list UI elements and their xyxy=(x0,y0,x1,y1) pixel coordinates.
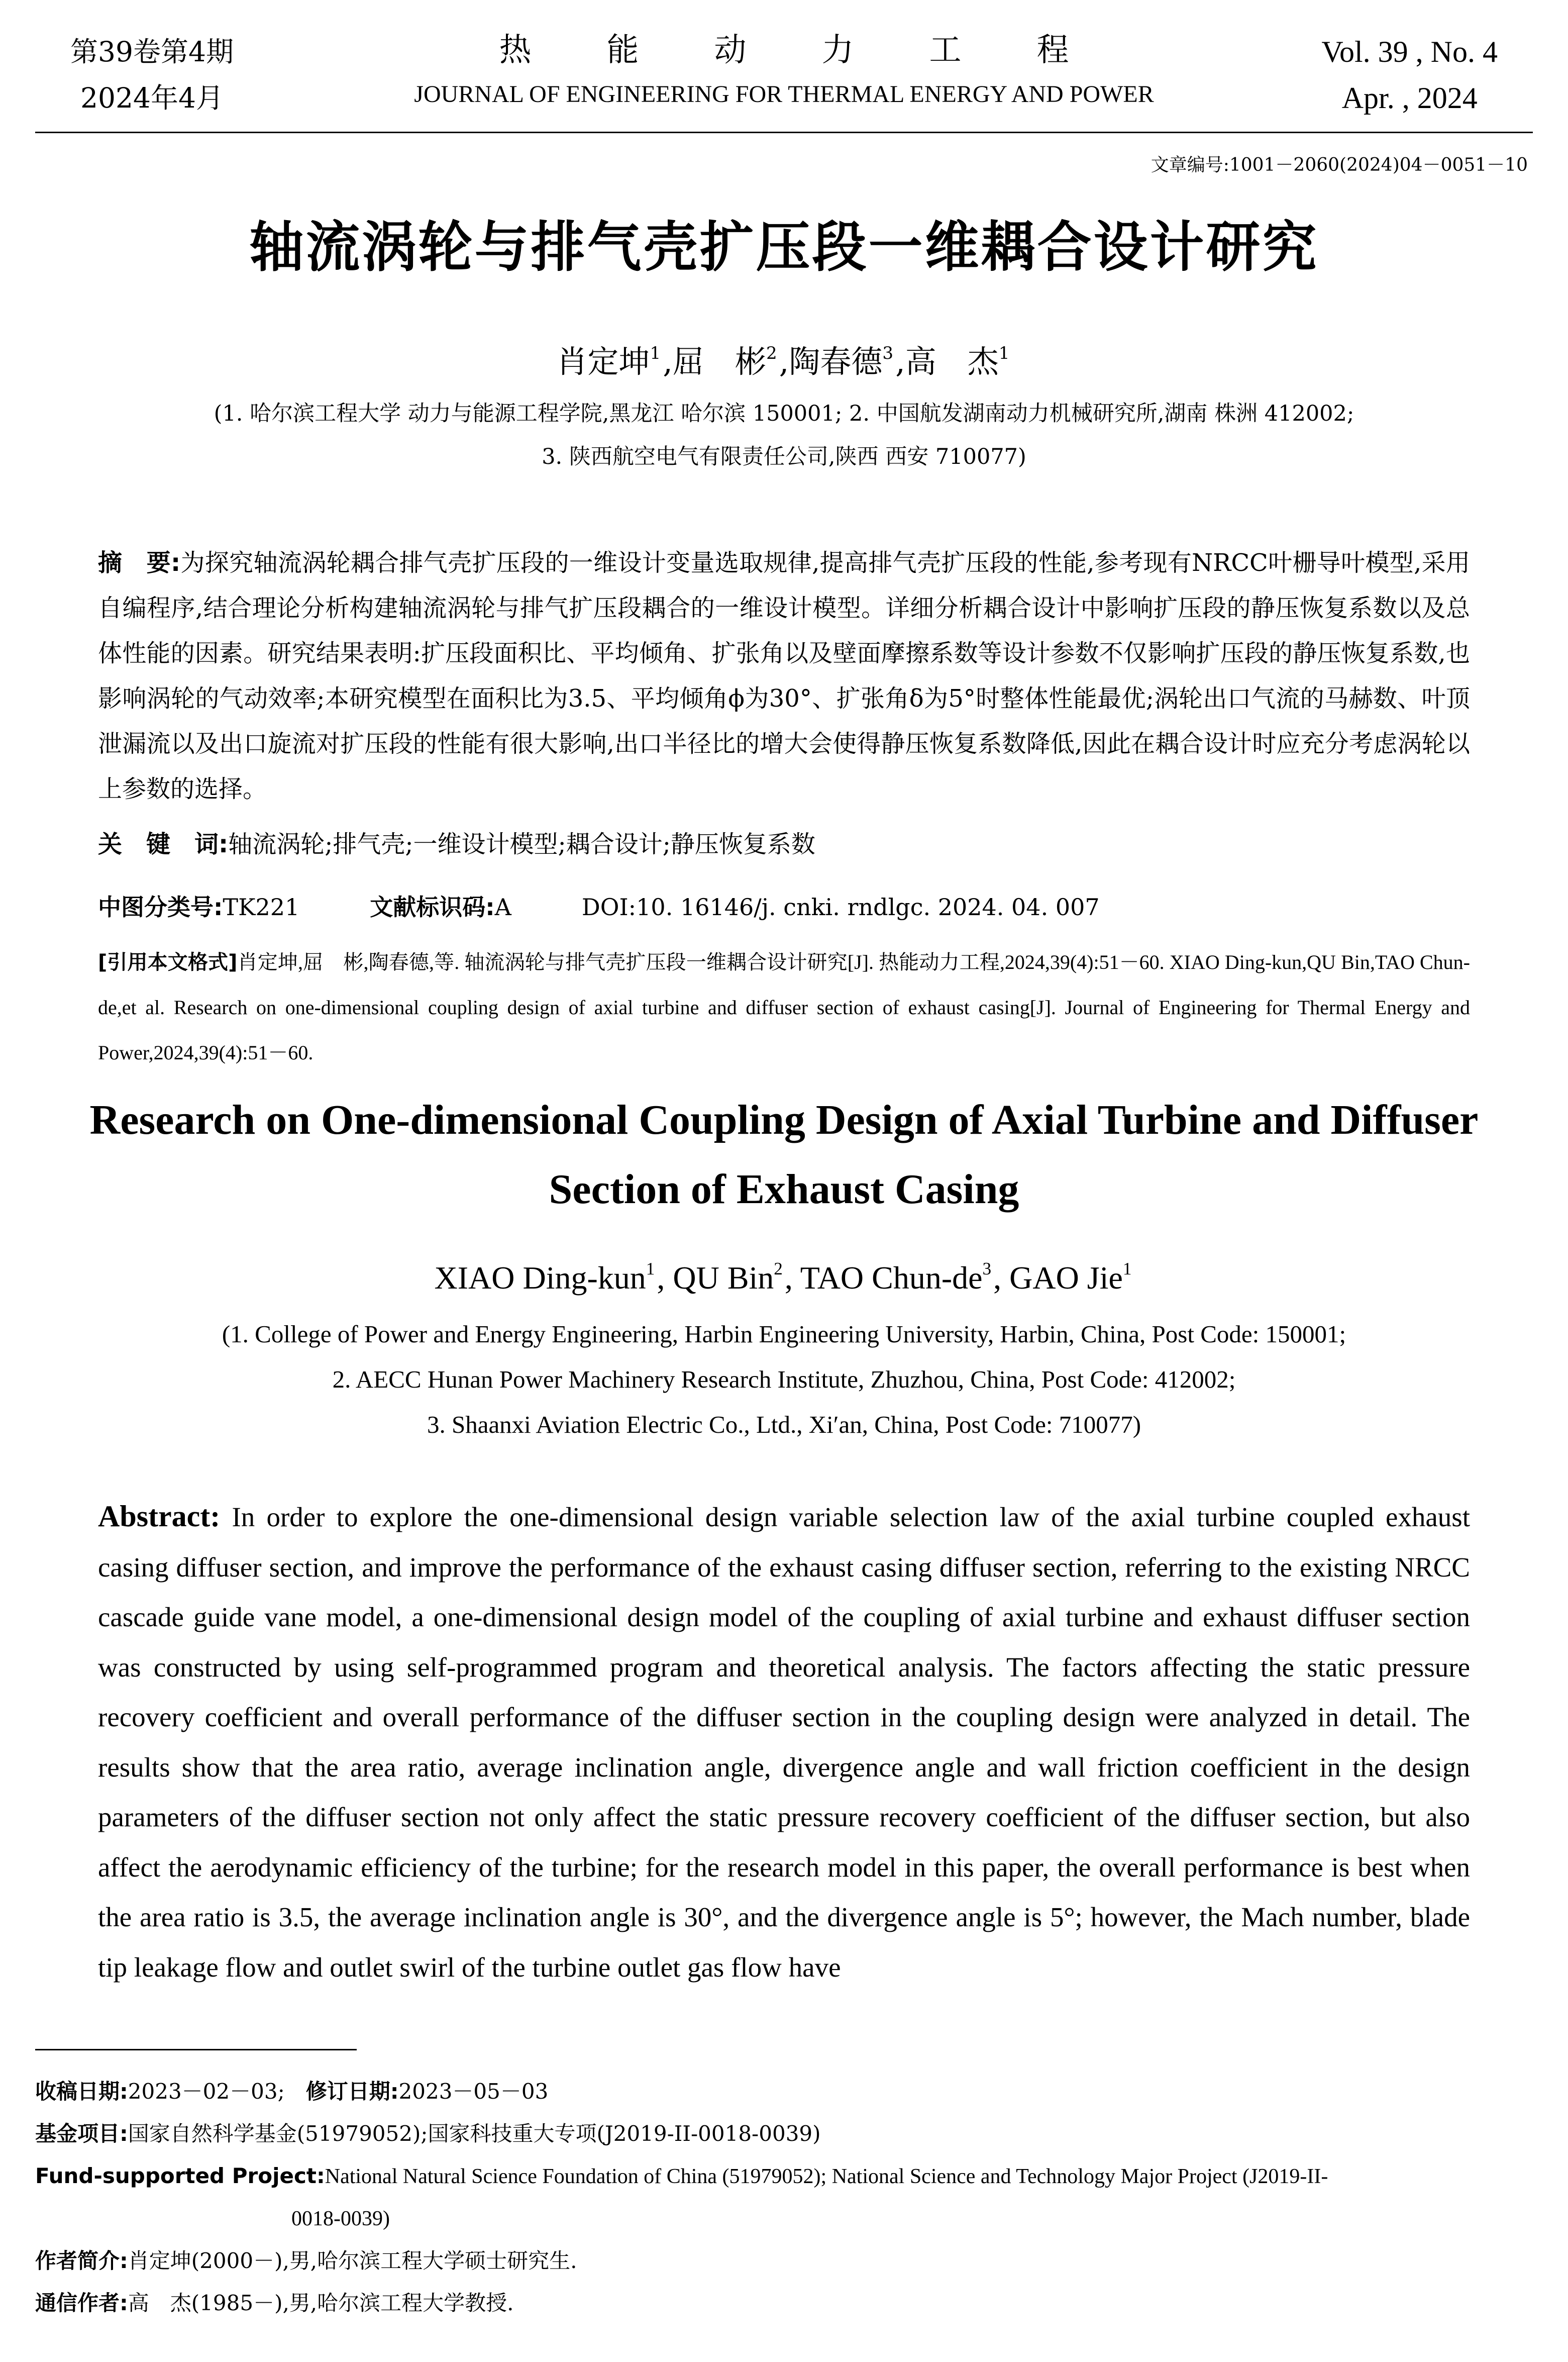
header-journal xyxy=(377,28,1191,116)
volume-en: Vol. 39 , No. 4 xyxy=(1321,35,1498,68)
abstract-cn xyxy=(98,540,1470,812)
affiliation-line: 3. 陕西航空电气有限责任公司,陕西 西安 710077) xyxy=(542,444,1026,469)
footnotes xyxy=(35,2071,1513,2324)
article-number: 文章编号:1001－2060(2024)04－0051－10 xyxy=(1151,155,1528,175)
running-header xyxy=(55,23,1513,123)
author-affil-sup: 1 xyxy=(1122,1259,1132,1278)
clc-label: 中图分类号: xyxy=(98,894,223,921)
clc-code xyxy=(98,884,299,930)
doc-value: A xyxy=(494,894,511,921)
author-bio-text: 肖定坤(2000－),男,哈尔滨工程大学硕士研究生. xyxy=(128,2248,577,2273)
volume-cn: 第39卷第4期 xyxy=(70,36,234,68)
fund-label: 基金项目: xyxy=(35,2121,128,2146)
author-affil-sup: 3 xyxy=(982,1259,992,1278)
header-rule xyxy=(35,132,1533,133)
author-affil-sup: 1 xyxy=(646,1259,655,1278)
fund-en-continued: 0018-0039) xyxy=(291,2207,390,2230)
revised-date: 2023－05－03 xyxy=(398,2079,549,2104)
authors-en: XIAO Ding-kun$^1$, QU Bin$^2$, TAO Chun-$de^3$, GAO Jie$^1$ xyxy=(434,1259,1132,1296)
doc-label: 文献标识码: xyxy=(370,894,495,921)
affiliation-line: (1. College of Power and Energy Engineering, Harbin Engineering University, Harbin, China, Post Code: 150001; xyxy=(222,1320,1346,1348)
abstract-en-text: In order to explore the one-dimensional design variable selection law of the axial turbine coupled exhaust casing diffuser section, and improve the performance of the exhaust casing diffuser section, referring to the existing NRCC cascade guide vane model, a one-dimensional design model of the coupling of axial turbine and exhaust diffuser section was constructed by using self-programmed program and theoretical analysis. The factors affecting the static pressure recovery coefficient and overall performance of the diffuser section in the coupling design were analyzed in detail. The results show that the area ratio, average inclination angle, divergence angle and wall friction coefficient in the design parameters of the diffuser section not only affect the static pressure recovery coefficient of the diffuser section, but also affect the aerodynamic efficiency of the turbine; for the research model in this paper, the overall performance is best when the area ratio is 3.5, the average inclination angle is 30°, and the divergence angle is 5°; however, the Mach number, blade tip leakage flow and outlet swirl of the turbine outlet gas flow have xyxy=(98,1502,1470,1983)
doc-code xyxy=(370,884,511,930)
author-cn: 高 杰 xyxy=(905,343,999,380)
fund-en-text: National Natural Science Foundation of China (51979052); National Science and Technology Major Project (J2019-II- xyxy=(325,2165,1328,2188)
citation-text: 肖定坤,屈 彬,陶春德,等. 轴流涡轮与排气壳扩压段一维耦合设计研究[J]. 热能动力工程,2024,39(4):51－60. XIAO Ding-kun,QU Bin,TAO Chun-de,et al. Research on one-dimensional coupling design of axial turbine and diffuser section of exhaust casing[J]. Journal of Engineering for Thermal Energy and Power,2024,39(4):51－60. xyxy=(98,951,1470,1064)
fund-text: 国家自然科学基金(51979052);国家科技重大专项(J2019-II-0018-0039) xyxy=(128,2121,821,2146)
abstract-cn-text: 为探究轴流涡轮耦合排气壳扩压段的一维设计变量选取规律,提高排气壳扩压段的性能,参考现有NRCC叶栅导叶模型,采用自编程序,结合理论分析构建轴流涡轮与排气扩压段耦合的一维设计模型。详细分析耦合设计中影响扩压段的静压恢复系数以及总体性能的因素。研究结果表明:扩压段面积比、平均倾角、扩张角以及壁面摩擦系数等设计参数不仅影响扩压段的静压恢复系数,也影响涡轮的气动效率;本研究模型在面积比为3.5、平均倾角ϕ为30°、扩张角δ为5°时整体性能最优;涡轮出口气流的马赫数、叶顶泄漏流以及出口旋流对扩压段的性能有很大影响,出口半径比的增大会使得静压恢复系数降低,因此在耦合设计时应充分考虑涡轮以上参数的选择。 xyxy=(98,549,1470,803)
clc-value: TK221 xyxy=(223,894,300,921)
author-affil-sup: 2 xyxy=(774,1259,783,1278)
citation-label: [引用本文格式] xyxy=(98,951,238,974)
authors-cn: 肖定坤$^1$,屈 彬$^2$,陶春德$^3$,高 杰$^1$ xyxy=(556,343,1010,380)
keywords-cn xyxy=(98,822,1470,867)
dates-line xyxy=(35,2071,1513,2113)
received-label: 收稿日期: xyxy=(35,2079,128,2104)
header-issue-cn xyxy=(70,29,234,121)
affiliations-en xyxy=(50,1312,1518,1447)
header-issue-en xyxy=(1321,29,1498,121)
fund-en-label: Fund-supported Project: xyxy=(35,2163,325,2188)
date-cn: 2024年4月 xyxy=(80,82,224,114)
title-cn: 轴流涡轮与排气壳扩压段一维耦合设计研究 xyxy=(249,216,1319,279)
fund-line xyxy=(35,2113,1513,2155)
abstract-en xyxy=(98,1492,1470,1992)
author-en: XIAO Ding-kun xyxy=(434,1260,646,1296)
author-bio-label: 作者简介: xyxy=(35,2248,128,2273)
author-cn: 陶春德 xyxy=(789,343,883,380)
abstract-cn-label: 摘 要: xyxy=(98,549,181,577)
author-en: TAO Chun-de xyxy=(800,1260,983,1296)
author-cn: 屈 彬 xyxy=(672,343,766,380)
author-affil-sup: 1 xyxy=(998,343,1010,363)
author-bio-line xyxy=(35,2240,1513,2282)
corresponding-text: 高 杰(1985－),男,哈尔滨工程大学教授. xyxy=(128,2291,514,2315)
received-date: 2023－02－03; xyxy=(128,2079,285,2104)
affiliations-cn xyxy=(30,392,1538,478)
author-affil-sup: 1 xyxy=(650,343,661,363)
keywords-cn-text: 轴流涡轮;排气壳;一维设计模型;耦合设计;静压恢复系数 xyxy=(228,830,815,858)
revised-label: 修订日期: xyxy=(305,2079,399,2104)
journal-name-cn: 热能动力工程 xyxy=(499,32,1144,69)
author-en: QU Bin xyxy=(673,1260,774,1296)
author-cn: 肖定坤 xyxy=(556,343,650,380)
date-en: Apr. , 2024 xyxy=(1341,81,1478,115)
doi: DOI:10. 16146/j. cnki. rndlgc. 2024. 04. 007 xyxy=(581,894,1100,921)
author-affil-sup: 3 xyxy=(882,343,894,363)
fund-en-line xyxy=(35,2155,1513,2240)
classification-line xyxy=(98,884,1470,930)
author-affil-sup: 2 xyxy=(766,343,777,363)
affiliation-line: 2. AECC Hunan Power Machinery Research Institute, Zhuzhou, China, Post Code: 412002; xyxy=(332,1365,1236,1393)
journal-name-en: JOURNAL OF ENGINEERING FOR THERMAL ENERGY AND POWER xyxy=(414,81,1154,108)
abstract-en-label: Abstract: xyxy=(98,1500,221,1533)
title-en: Research on One-dimensional Coupling Design of Axial Turbine and Diffuser Section of Exhaust Casing xyxy=(89,1097,1479,1213)
author-en: GAO Jie xyxy=(1009,1260,1123,1296)
affiliation-line: (1. 哈尔滨工程大学 动力与能源工程学院,黑龙江 哈尔滨 150001; 2. 中国航发湖南动力机械研究所,湖南 株洲 412002; xyxy=(214,401,1354,426)
corresponding-label: 通信作者: xyxy=(35,2291,128,2315)
corresponding-author-line xyxy=(35,2282,1513,2324)
citation-format xyxy=(98,940,1470,1075)
keywords-cn-label: 关 键 词: xyxy=(98,830,229,858)
footnote-rule xyxy=(35,2049,357,2050)
affiliation-line: 3. Shaanxi Aviation Electric Co., Ltd., Xi′an, China, Post Code: 710077) xyxy=(427,1411,1141,1438)
